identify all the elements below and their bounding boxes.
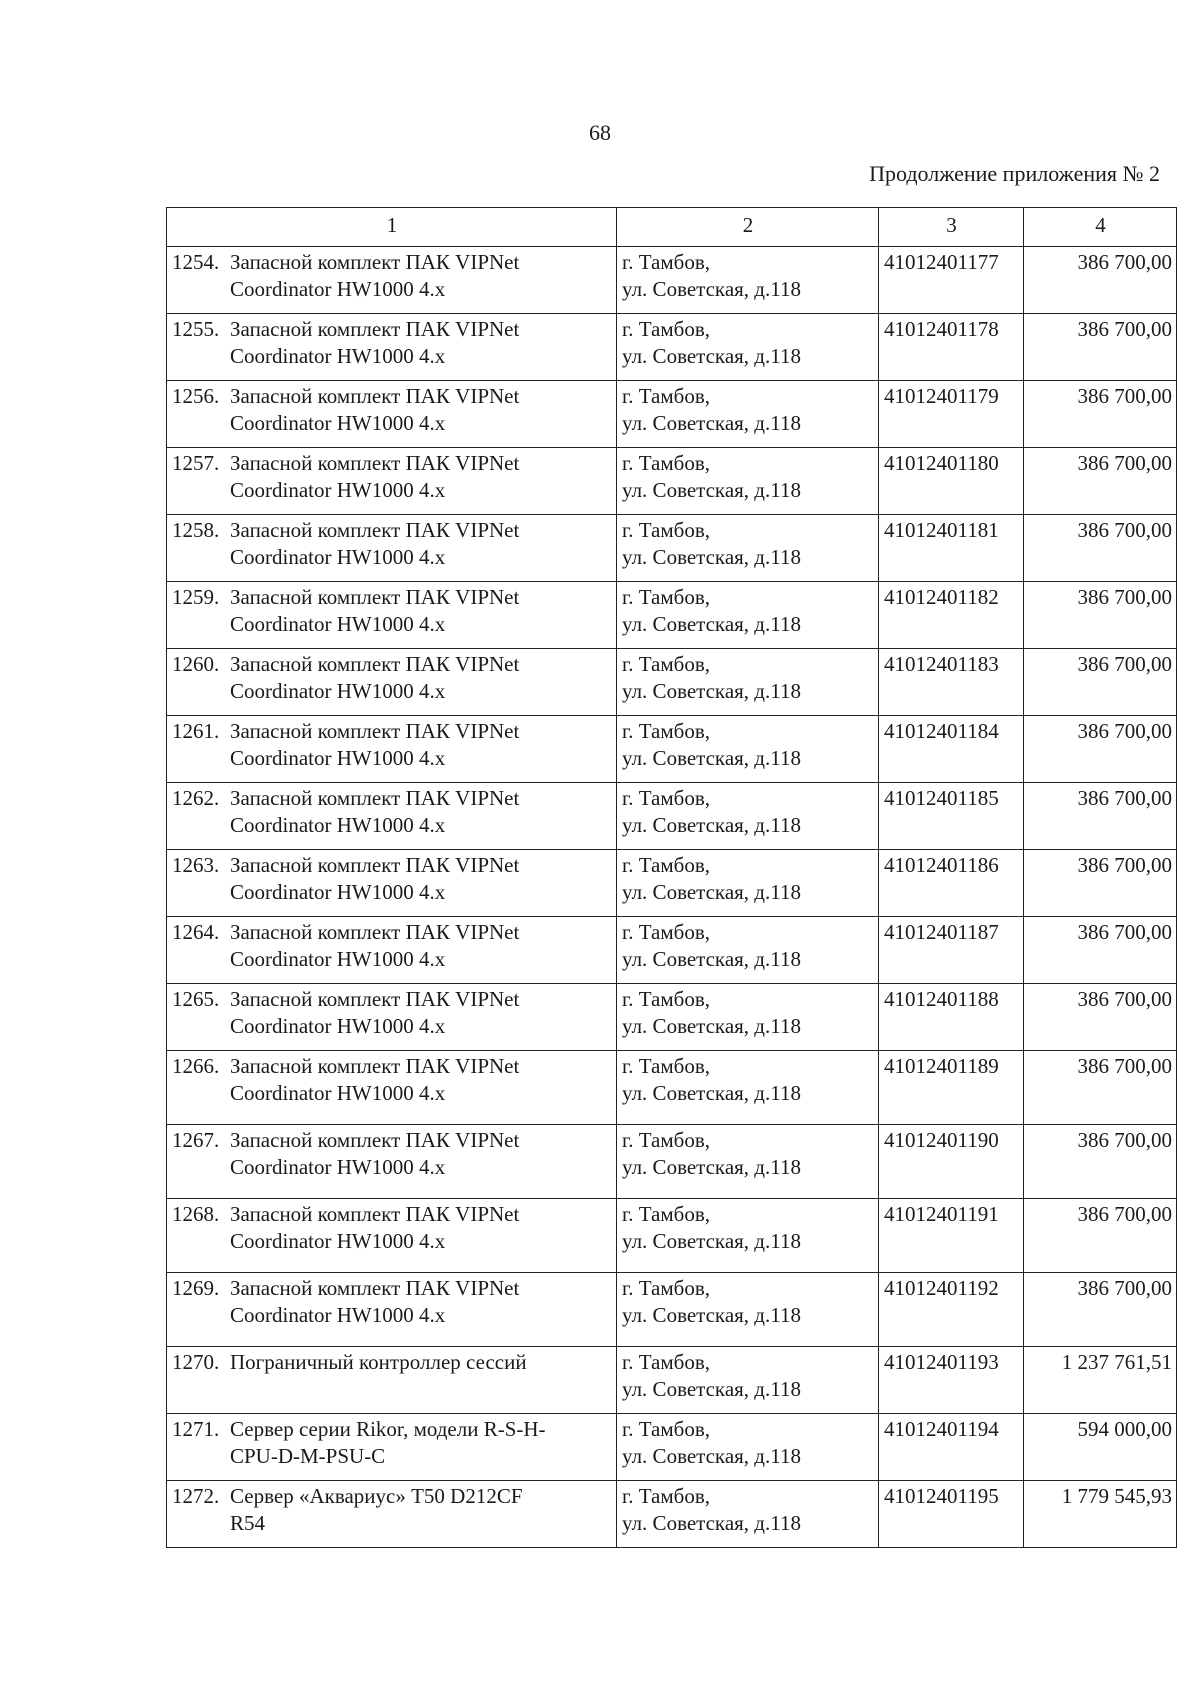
- item-name-cell: [167, 1414, 617, 1481]
- table-row: [167, 582, 1177, 649]
- inventory-code-cell: 41012401183: [879, 649, 1024, 716]
- table-row: [167, 716, 1177, 783]
- item-name-line: Запасной комплект ПАК VIPNet: [230, 719, 520, 743]
- inventory-code-cell: 41012401179: [879, 381, 1024, 448]
- row-number: 1266.: [172, 1054, 220, 1078]
- address-line: г. Тамбов,: [622, 719, 711, 743]
- item-name-line: Запасной комплект ПАК VIPNet: [230, 250, 520, 274]
- address-line: ул. Советская, д.118: [622, 1081, 801, 1105]
- inventory-code-cell: 41012401185: [879, 783, 1024, 850]
- inventory-code-cell: 41012401187: [879, 917, 1024, 984]
- address-line: г. Тамбов,: [622, 585, 711, 609]
- table-row: [167, 448, 1177, 515]
- address-line: ул. Советская, д.118: [622, 813, 801, 837]
- address-line: ул. Советская, д.118: [622, 679, 801, 703]
- row-number: 1258.: [172, 518, 220, 542]
- address-cell: [617, 448, 879, 515]
- address-line: г. Тамбов,: [622, 1054, 711, 1078]
- item-name: [230, 584, 600, 638]
- inventory-code-cell: 41012401192: [879, 1273, 1024, 1347]
- address-cell: [617, 1273, 879, 1347]
- address-cell: [617, 582, 879, 649]
- item-name-line: Coordinator HW1000 4.x: [230, 344, 446, 368]
- item-name: [230, 1275, 600, 1329]
- item-name-cell: [167, 649, 617, 716]
- item-name: [230, 1349, 600, 1376]
- inventory-code-cell: 41012401191: [879, 1199, 1024, 1273]
- column-header: 3: [879, 208, 1024, 247]
- inventory-code-cell: 41012401181: [879, 515, 1024, 582]
- address-line: г. Тамбов,: [622, 1484, 711, 1508]
- appendix-continuation-note: Продолжение приложения № 2: [869, 161, 1160, 186]
- column-header: 1: [167, 208, 617, 247]
- row-number: 1264.: [172, 920, 220, 944]
- item-name-line: Coordinator HW1000 4.x: [230, 277, 446, 301]
- item-name-line: Coordinator HW1000 4.x: [230, 545, 446, 569]
- table-row: [167, 783, 1177, 850]
- row-number: 1272.: [172, 1484, 220, 1508]
- address-cell: [617, 1347, 879, 1414]
- table-row: [167, 1414, 1177, 1481]
- table-row: [167, 1199, 1177, 1273]
- address-cell: [617, 515, 879, 582]
- item-name: [230, 1416, 600, 1470]
- inventory-code-cell: 41012401180: [879, 448, 1024, 515]
- address-cell: [617, 1125, 879, 1199]
- item-name: [230, 785, 600, 839]
- item-name-line: Coordinator HW1000 4.x: [230, 1155, 446, 1179]
- item-name-cell: [167, 582, 617, 649]
- asset-registry-table: [166, 207, 1177, 1548]
- item-name: [230, 1483, 600, 1537]
- amount-cell: 386 700,00: [1024, 850, 1177, 917]
- item-name-line: Coordinator HW1000 4.x: [230, 1014, 446, 1038]
- address-line: г. Тамбов,: [622, 384, 711, 408]
- address-line: ул. Советская, д.118: [622, 1014, 801, 1038]
- address-cell: [617, 314, 879, 381]
- table-row: [167, 381, 1177, 448]
- item-name-line: Coordinator HW1000 4.x: [230, 947, 446, 971]
- item-name: [230, 517, 600, 571]
- address-line: ул. Советская, д.118: [622, 411, 801, 435]
- address-line: ул. Советская, д.118: [622, 478, 801, 502]
- address-line: ул. Советская, д.118: [622, 545, 801, 569]
- item-name-line: Coordinator HW1000 4.x: [230, 411, 446, 435]
- item-name-line: Coordinator HW1000 4.x: [230, 813, 446, 837]
- item-name-line: Запасной комплект ПАК VIPNet: [230, 317, 520, 341]
- row-number: 1267.: [172, 1128, 220, 1152]
- address-cell: [617, 247, 879, 314]
- item-name-line: R54: [230, 1511, 266, 1535]
- address-line: ул. Советская, д.118: [622, 1303, 801, 1327]
- address-line: ул. Советская, д.118: [622, 612, 801, 636]
- item-name-cell: [167, 1125, 617, 1199]
- address-cell: [617, 649, 879, 716]
- item-name-cell: [167, 716, 617, 783]
- address-line: г. Тамбов,: [622, 1202, 711, 1226]
- address-cell: [617, 1051, 879, 1125]
- address-cell: [617, 917, 879, 984]
- amount-cell: 1 237 761,51: [1024, 1347, 1177, 1414]
- item-name: [230, 1201, 600, 1255]
- table-row: [167, 314, 1177, 381]
- item-name: [230, 383, 600, 437]
- column-header: 4: [1024, 208, 1177, 247]
- item-name-cell: [167, 381, 617, 448]
- item-name-line: CPU-D-M-PSU-C: [230, 1444, 386, 1468]
- amount-cell: 386 700,00: [1024, 783, 1177, 850]
- item-name: [230, 1127, 600, 1181]
- row-number: 1261.: [172, 719, 220, 743]
- address-cell: [617, 1199, 879, 1273]
- item-name-line: Запасной комплект ПАК VIPNet: [230, 786, 520, 810]
- table-row: [167, 1125, 1177, 1199]
- item-name-line: Coordinator HW1000 4.x: [230, 1081, 446, 1105]
- address-line: ул. Советская, д.118: [622, 277, 801, 301]
- item-name: [230, 986, 600, 1040]
- table-row: [167, 649, 1177, 716]
- amount-cell: 386 700,00: [1024, 917, 1177, 984]
- item-name: [230, 316, 600, 370]
- row-number: 1270.: [172, 1350, 220, 1374]
- inventory-code-cell: 41012401195: [879, 1481, 1024, 1548]
- row-number: 1259.: [172, 585, 220, 609]
- address-line: ул. Советская, д.118: [622, 1444, 801, 1468]
- address-line: г. Тамбов,: [622, 1128, 711, 1152]
- inventory-code-cell: 41012401194: [879, 1414, 1024, 1481]
- address-line: г. Тамбов,: [622, 518, 711, 542]
- address-line: г. Тамбов,: [622, 1276, 711, 1300]
- item-name-line: Запасной комплект ПАК VIPNet: [230, 451, 520, 475]
- item-name-cell: [167, 850, 617, 917]
- amount-cell: 386 700,00: [1024, 716, 1177, 783]
- item-name-line: Coordinator HW1000 4.x: [230, 478, 446, 502]
- address-line: г. Тамбов,: [622, 317, 711, 341]
- row-number: 1254.: [172, 250, 220, 274]
- amount-cell: 386 700,00: [1024, 515, 1177, 582]
- table-row: [167, 1347, 1177, 1414]
- table-row: [167, 1481, 1177, 1548]
- amount-cell: 386 700,00: [1024, 314, 1177, 381]
- item-name: [230, 651, 600, 705]
- item-name-line: Запасной комплект ПАК VIPNet: [230, 384, 520, 408]
- item-name-line: Coordinator HW1000 4.x: [230, 746, 446, 770]
- item-name-line: Запасной комплект ПАК VIPNet: [230, 1202, 520, 1226]
- address-cell: [617, 783, 879, 850]
- address-line: г. Тамбов,: [622, 451, 711, 475]
- amount-cell: 386 700,00: [1024, 247, 1177, 314]
- row-number: 1260.: [172, 652, 220, 676]
- address-line: г. Тамбов,: [622, 250, 711, 274]
- item-name-cell: [167, 1481, 617, 1548]
- item-name-line: Пограничный контроллер сессий: [230, 1350, 527, 1374]
- address-cell: [617, 381, 879, 448]
- item-name-cell: [167, 1273, 617, 1347]
- address-line: ул. Советская, д.118: [622, 344, 801, 368]
- address-line: г. Тамбов,: [622, 1417, 711, 1441]
- item-name-cell: [167, 314, 617, 381]
- table-row: [167, 850, 1177, 917]
- address-cell: [617, 984, 879, 1051]
- address-line: г. Тамбов,: [622, 920, 711, 944]
- address-cell: [617, 850, 879, 917]
- item-name-line: Запасной комплект ПАК VIPNet: [230, 585, 520, 609]
- address-line: г. Тамбов,: [622, 853, 711, 877]
- amount-cell: 386 700,00: [1024, 381, 1177, 448]
- item-name: [230, 1053, 600, 1107]
- item-name-line: Запасной комплект ПАК VIPNet: [230, 853, 520, 877]
- item-name-cell: [167, 984, 617, 1051]
- amount-cell: 386 700,00: [1024, 1125, 1177, 1199]
- address-line: г. Тамбов,: [622, 652, 711, 676]
- inventory-code-cell: 41012401186: [879, 850, 1024, 917]
- address-line: г. Тамбов,: [622, 987, 711, 1011]
- item-name-line: Запасной комплект ПАК VIPNet: [230, 987, 520, 1011]
- inventory-code-cell: 41012401189: [879, 1051, 1024, 1125]
- item-name-cell: [167, 515, 617, 582]
- inventory-code-cell: 41012401190: [879, 1125, 1024, 1199]
- item-name-cell: [167, 1051, 617, 1125]
- item-name-line: Coordinator HW1000 4.x: [230, 679, 446, 703]
- inventory-code-cell: 41012401193: [879, 1347, 1024, 1414]
- inventory-code-cell: 41012401177: [879, 247, 1024, 314]
- item-name-line: Запасной комплект ПАК VIPNet: [230, 1054, 520, 1078]
- amount-cell: 386 700,00: [1024, 649, 1177, 716]
- item-name-cell: [167, 783, 617, 850]
- item-name-cell: [167, 448, 617, 515]
- amount-cell: 386 700,00: [1024, 984, 1177, 1051]
- row-number: 1269.: [172, 1276, 220, 1300]
- address-line: ул. Советская, д.118: [622, 947, 801, 971]
- row-number: 1265.: [172, 987, 220, 1011]
- item-name-line: Coordinator HW1000 4.x: [230, 612, 446, 636]
- item-name-line: Coordinator HW1000 4.x: [230, 1303, 446, 1327]
- column-header: 2: [617, 208, 879, 247]
- address-cell: [617, 1414, 879, 1481]
- row-number: 1262.: [172, 786, 220, 810]
- item-name-line: Coordinator HW1000 4.x: [230, 880, 446, 904]
- table-row: [167, 917, 1177, 984]
- amount-cell: 386 700,00: [1024, 582, 1177, 649]
- item-name-line: Запасной комплект ПАК VIPNet: [230, 920, 520, 944]
- row-number: 1263.: [172, 853, 220, 877]
- amount-cell: 1 779 545,93: [1024, 1481, 1177, 1548]
- address-line: ул. Советская, д.118: [622, 1229, 801, 1253]
- item-name-line: Запасной комплект ПАК VIPNet: [230, 1128, 520, 1152]
- item-name-line: Coordinator HW1000 4.x: [230, 1229, 446, 1253]
- address-line: ул. Советская, д.118: [622, 1377, 801, 1401]
- amount-cell: 386 700,00: [1024, 1273, 1177, 1347]
- item-name: [230, 718, 600, 772]
- table-row: [167, 1051, 1177, 1125]
- page-number: 68: [589, 120, 611, 145]
- address-line: ул. Советская, д.118: [622, 746, 801, 770]
- item-name-line: Запасной комплект ПАК VIPNet: [230, 652, 520, 676]
- address-line: г. Тамбов,: [622, 1350, 711, 1374]
- item-name: [230, 919, 600, 973]
- item-name-line: Запасной комплект ПАК VIPNet: [230, 1276, 520, 1300]
- table-row: [167, 247, 1177, 314]
- inventory-code-cell: 41012401184: [879, 716, 1024, 783]
- row-number: 1268.: [172, 1202, 220, 1226]
- item-name-cell: [167, 917, 617, 984]
- item-name-cell: [167, 247, 617, 314]
- address-line: г. Тамбов,: [622, 786, 711, 810]
- item-name-cell: [167, 1199, 617, 1273]
- inventory-code-cell: 41012401178: [879, 314, 1024, 381]
- address-line: ул. Советская, д.118: [622, 880, 801, 904]
- address-cell: [617, 1481, 879, 1548]
- row-number: 1271.: [172, 1417, 220, 1441]
- amount-cell: 386 700,00: [1024, 1051, 1177, 1125]
- item-name-line: Сервер серии Rikor, модели R-S-H-: [230, 1417, 546, 1441]
- table-header-row: [167, 208, 1177, 247]
- item-name: [230, 249, 600, 303]
- address-cell: [617, 716, 879, 783]
- row-number: 1256.: [172, 384, 220, 408]
- row-number: 1257.: [172, 451, 220, 475]
- table-row: [167, 515, 1177, 582]
- table-row: [167, 984, 1177, 1051]
- row-number: 1255.: [172, 317, 220, 341]
- item-name-line: Сервер «Аквариус» T50 D212CF: [230, 1484, 523, 1508]
- item-name: [230, 450, 600, 504]
- item-name-line: Запасной комплект ПАК VIPNet: [230, 518, 520, 542]
- amount-cell: 594 000,00: [1024, 1414, 1177, 1481]
- amount-cell: 386 700,00: [1024, 448, 1177, 515]
- address-line: ул. Советская, д.118: [622, 1511, 801, 1535]
- address-line: ул. Советская, д.118: [622, 1155, 801, 1179]
- table-row: [167, 1273, 1177, 1347]
- amount-cell: 386 700,00: [1024, 1199, 1177, 1273]
- inventory-code-cell: 41012401182: [879, 582, 1024, 649]
- item-name: [230, 852, 600, 906]
- item-name-cell: [167, 1347, 617, 1414]
- inventory-code-cell: 41012401188: [879, 984, 1024, 1051]
